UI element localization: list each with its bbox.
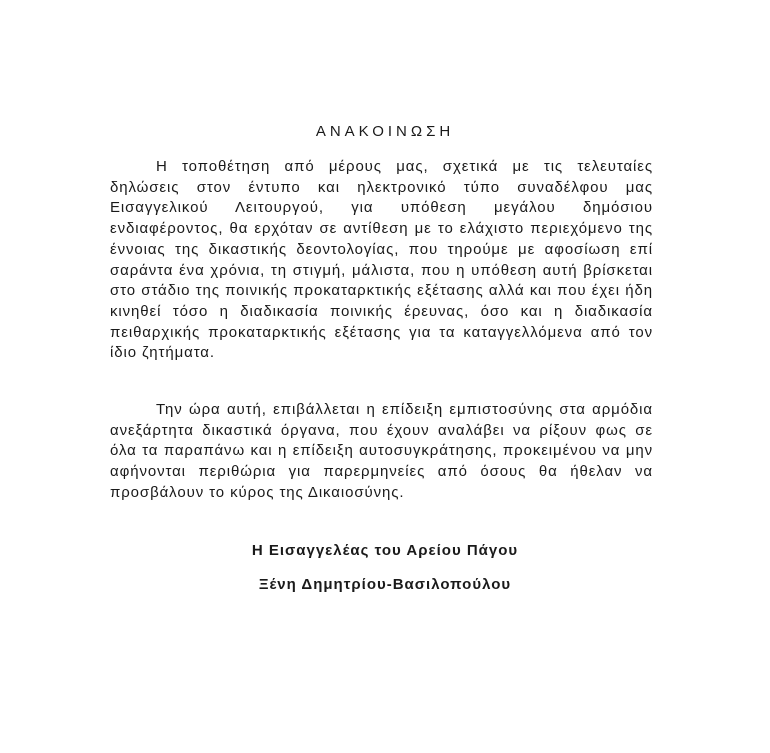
paragraph-1: Η τοποθέτηση από μέρους μας, σχετικά με τις τελευταίες δηλώσεις στον έντυπο και ηλεκτρονικό τύπο συναδέλφου μας Εισαγγελικού Λειτουργού, για υπόθεση μεγάλου δημόσιου ενδιαφέροντος, θα ερχόταν σε αντίθεση με το ελάχιστο περιεχόμενο της έννοιας της δικαστικής δεοντολογίας, που τηρούμε με αφοσίωση επί σαράντα ένα χρόνια, τη στιγμή, μάλιστα, που η υπόθεση αυτή βρίσκεται στο στάδιο της ποινικής προκαταρκτικής εξέτασης αλλά και που έχει ήδη κινηθεί τόσο η διαδικασία ποινικής έρευνας, όσο και η διαδικασία πειθαρχικής προκαταρκτικής εξέτασης για τα καταγγελλόμενα από τον ίδιο ζητήματα.	[110, 158, 653, 362]
signature-role: Η Εισαγγελέας του Αρείου Πάγου	[251, 542, 519, 559]
document-title: ΑΝΑΚΟΙΝΩΣΗ	[315, 123, 455, 140]
signature-name: Ξένη Δημητρίου-Βασιλοπούλου	[258, 576, 512, 593]
paragraph-2: Την ώρα αυτή, επιβάλλεται η επίδειξη εμπιστοσύνης στα αρμόδια ανεξάρτητα δικαστικά όργανα, που έχουν αναλάβει να ρίξουν φως σε όλα τα παραπάνω και η επίδειξη αυτοσυγκράτησης, προκειμένου να μην αφήνονται περιθώρια για παρερμηνείες από όσους θα ήθελαν να προσβάλουν το κύρος της Δικαιοσύνης.	[110, 401, 653, 501]
